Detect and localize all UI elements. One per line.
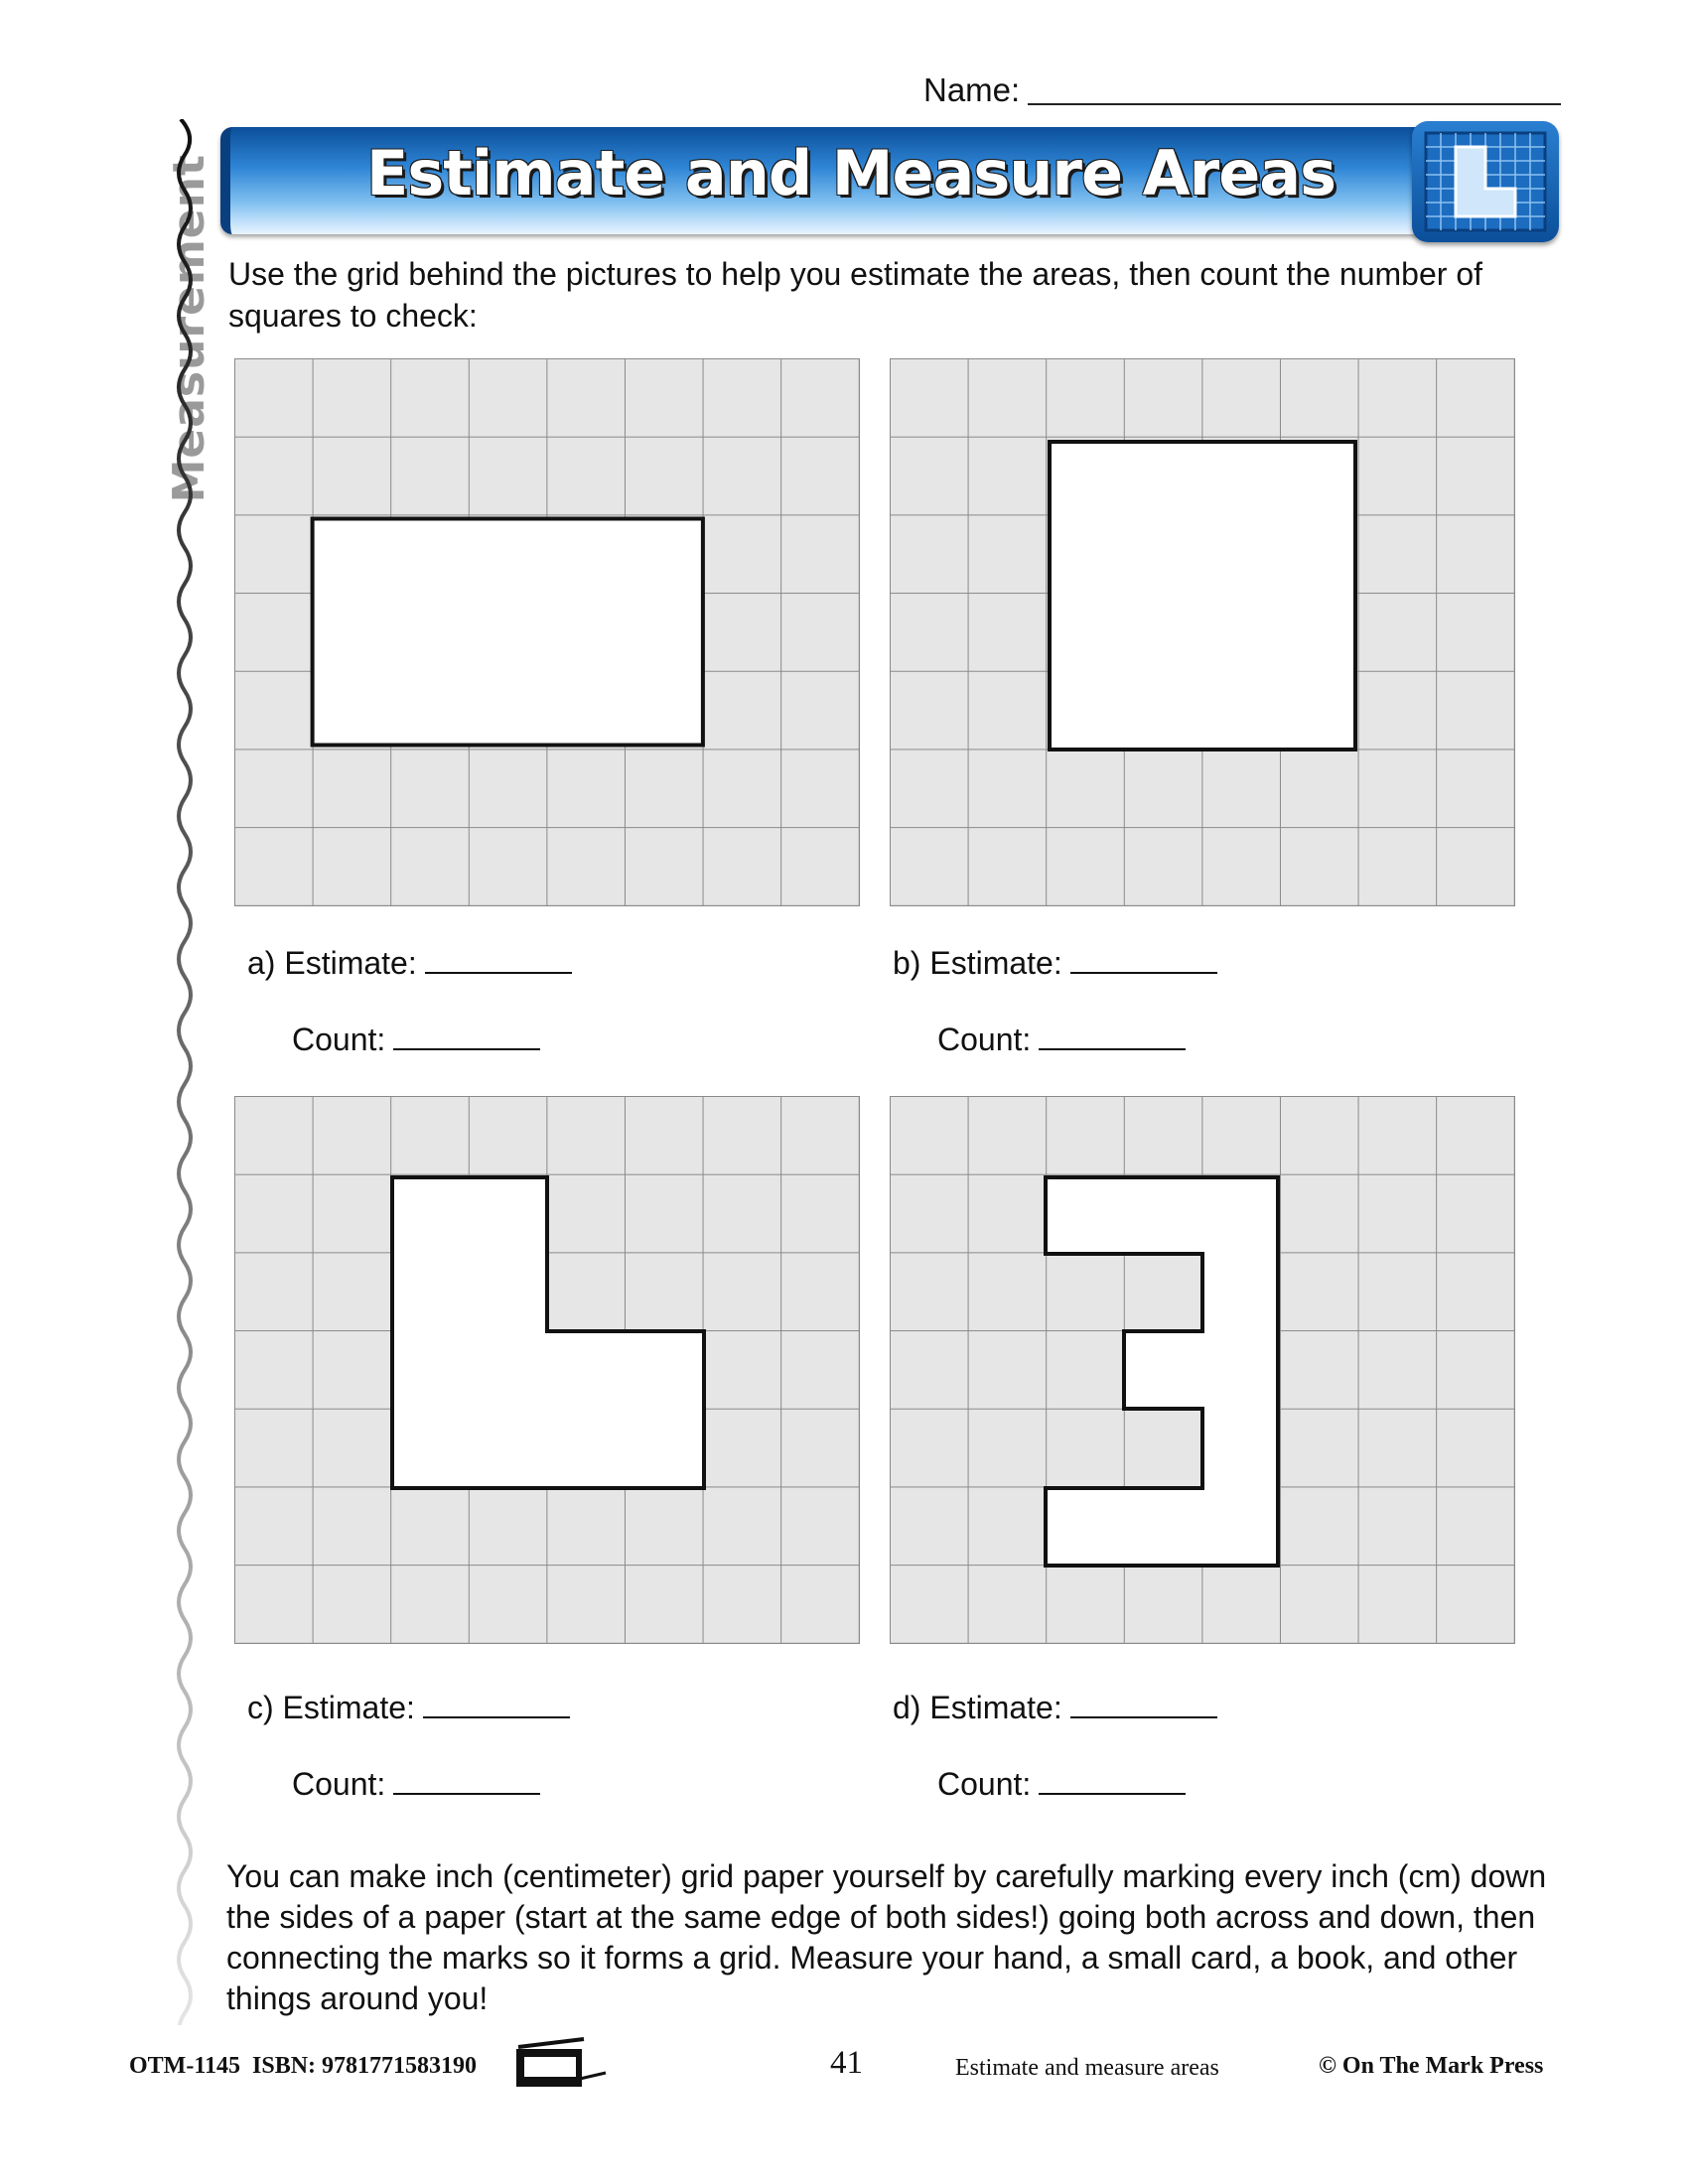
answer-blank[interactable] — [393, 1024, 540, 1050]
problem-d-estimate: d) Estimate: — [893, 1690, 1217, 1726]
rectangle-shape — [234, 358, 859, 905]
grid-d — [890, 1096, 1515, 1644]
answer-blank[interactable] — [423, 1693, 570, 1718]
answer-blank[interactable] — [1070, 1693, 1217, 1718]
problem-c-count: Count: — [292, 1766, 540, 1803]
problem-d-count: Count: — [937, 1766, 1186, 1803]
footer-copyright: © On The Mark Press — [1319, 2053, 1544, 2079]
answer-blank[interactable] — [1039, 1769, 1186, 1795]
grid-area-icon — [1412, 121, 1559, 242]
problem-a-count: Count: — [292, 1022, 540, 1058]
problem-c-estimate: c) Estimate: — [247, 1690, 570, 1726]
section-side-label: Measurement — [164, 154, 214, 503]
footer-code: OTM-1145 ISBN: 9781771583190 — [129, 2053, 478, 2079]
answer-blank[interactable] — [393, 1769, 540, 1795]
problem-a-estimate: a) Estimate: — [247, 945, 572, 982]
title-banner — [220, 127, 1472, 234]
page-number: 41 — [830, 2045, 863, 2081]
problem-b-estimate: b) Estimate: — [893, 945, 1217, 982]
grid-a — [234, 358, 860, 906]
problem-b-count: Count: — [937, 1022, 1186, 1058]
answer-blank[interactable] — [1070, 948, 1217, 974]
instructions-text: Use the grid behind the pictures to help you estimate the areas, then count the number of squares to check: — [228, 256, 1482, 334]
wavy-border — [171, 119, 201, 2025]
answer-blank[interactable] — [425, 948, 572, 974]
l-shape — [234, 1096, 859, 1643]
three-shape — [890, 1096, 1514, 1643]
tip-paragraph: You can make inch (centimeter) grid paper yourself by carefully marking every inch (cm) down the sides of a paper (start at the same edge of both sides!) going both across and down, then connecting the marks so it forms a grid. Measure your hand, a small card, a book, and other things around you! — [226, 1858, 1547, 2016]
grid-b — [890, 358, 1515, 906]
grid-c — [234, 1096, 860, 1644]
page-title: Estimate and Measure Areas — [366, 137, 1336, 209]
footer-topic: Estimate and measure areas — [955, 2055, 1219, 2081]
square-shape — [890, 358, 1514, 905]
name-label: Name: — [923, 71, 1021, 108]
photocopier-icon — [514, 2035, 610, 2091]
name-field[interactable] — [1028, 103, 1561, 105]
answer-blank[interactable] — [1039, 1024, 1186, 1050]
